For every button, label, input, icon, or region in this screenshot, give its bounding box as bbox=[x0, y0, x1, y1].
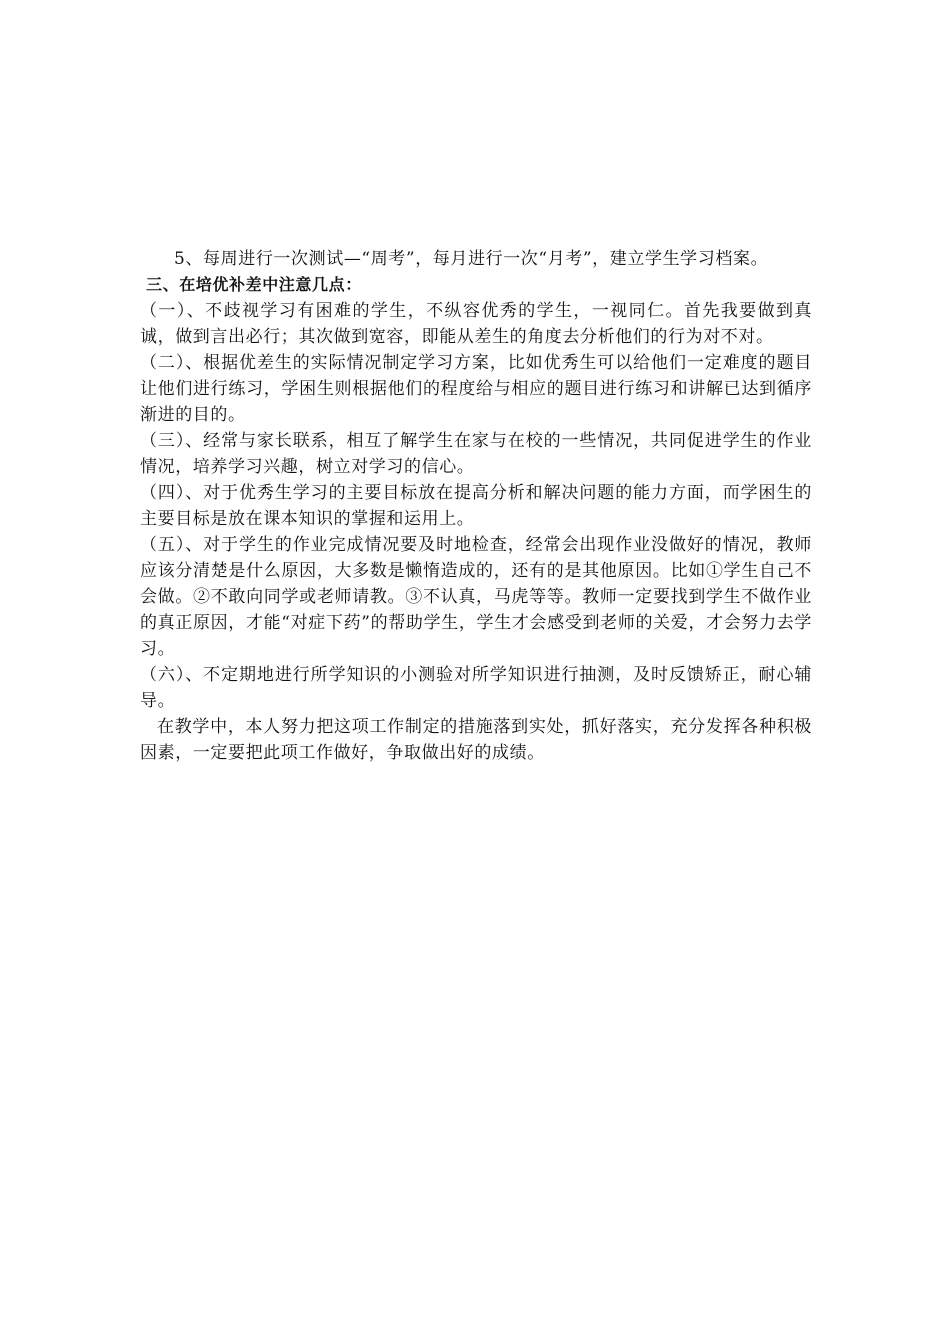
point-4-paragraph: （四）、对于优秀生学习的主要目标放在提高分析和解决问题的能力方面，而学困生的主要目标是放在课本知识的掌握和运用上。 bbox=[140, 483, 812, 529]
point-6-paragraph: （六）、不定期地进行所学知识的小测验对所学知识进行抽测，及时反馈矫正，耐心辅导。 bbox=[140, 665, 812, 711]
closing-paragraph: 在教学中，本人努力把这项工作制定的措施落到实处，抓好落实，充分发挥各种积极因素，一定要把此项工作做好，争取做出好的成绩。 bbox=[140, 717, 812, 763]
point-1-paragraph: （一）、不歧视学习有困难的学生，不纵容优秀的学生，一视同仁。首先我要做到真诚，做到言出必行；其次做到宽容，即能从差生的角度去分析他们的行为对不对。 bbox=[140, 301, 812, 347]
point-5-paragraph: （五）、对于学生的作业完成情况要及时地检查，经常会出现作业没做好的情况，教师应该分清楚是什么原因，大多数是懒惰造成的，还有的是其他原因。比如①学生自己不会做。②不敢向同学或老师请教。③不认真，马虎等等。教师一定要找到学生不做作业的真正原因，才能“对症下药”的帮助学生，学生才会感受到老师的关爱，才会努力去学习。 bbox=[140, 535, 812, 659]
section-3-heading: 三、在培优补差中注意几点： bbox=[146, 275, 362, 294]
point-2-paragraph: （二）、根据优差生的实际情况制定学习方案，比如优秀生可以给他们一定难度的题目让他们进行练习，学困生则根据他们的程度给与相应的题目进行练习和讲解已达到循序渐进的目的。 bbox=[140, 353, 812, 425]
item-5-paragraph: 5、每周进行一次测试—“周考”，每月进行一次“月考”，建立学生学习档案。 bbox=[174, 249, 769, 269]
point-3-paragraph: （三）、经常与家长联系，相互了解学生在家与在校的一些情况，共同促进学生的作业情况，培养学习兴趣，树立对学习的信心。 bbox=[140, 431, 812, 477]
document-body bbox=[140, 246, 812, 766]
